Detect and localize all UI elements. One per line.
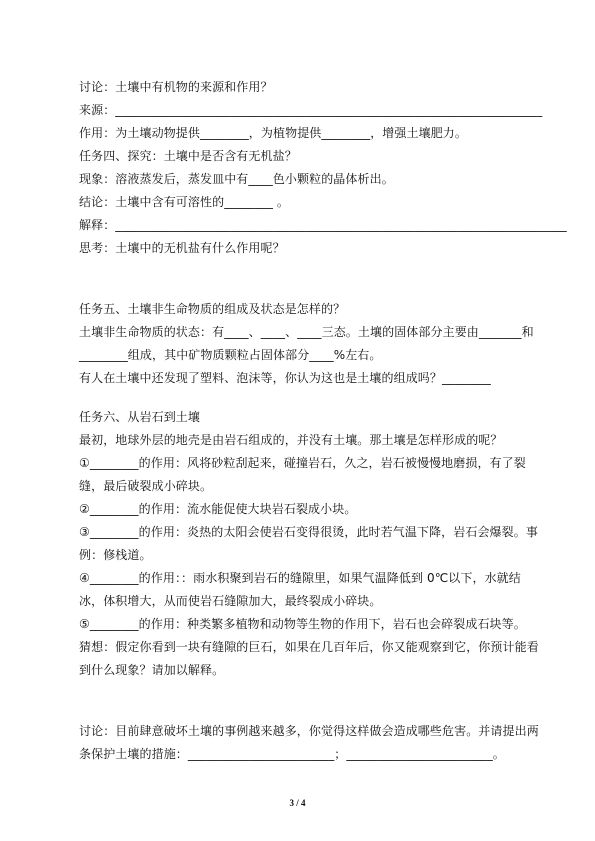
explanation-blank: 解释：__________________________________________________________________________ xyxy=(79,218,567,232)
task-five-heading: 任务五、土壤非生命物质的组成及状态是怎样的？ xyxy=(79,302,346,316)
discussion-protection: 讨论：目前肆意破坏土壤的事例越来越多，你觉得这样做会造成哪些危害。并请提出两 xyxy=(79,724,539,738)
weathering-item-2: ②________的作用：流水能促使大块岩石裂成小块。 xyxy=(79,502,357,516)
hypothesis-line: 猜想：假定你看到一块有缝隙的巨石，如果在几百年后，你又能观察到它，你预计能看 xyxy=(79,640,539,654)
weathering-item-1-cont: 缝，最后破裂成小碎块。 xyxy=(79,479,213,493)
weathering-item-5: ⑤________的作用：种类繁多植物和动物等生物的作用下，岩石也会碎裂成石块等。 xyxy=(79,617,526,631)
thinking-question: 思考：土壤中的无机盐有什么作用呢？ xyxy=(79,241,285,255)
nonliving-state-line: 土壤非生命物质的状态：有____、____、____三态。土壤的固体部分主要由_______和 xyxy=(79,325,534,339)
task-six-heading: 任务六、从岩石到土壤 xyxy=(79,410,201,424)
plastic-foam-question: 有人在土壤中还发现了塑料、泡沫等，你认为这也是土壤的组成吗？________ xyxy=(79,371,491,385)
weathering-item-1: ①________的作用：风将砂粒刮起来，碰撞岩石，久之，岩石被慢慢地磨损，有了裂 xyxy=(79,456,526,470)
nonliving-composition-line: ________组成，其中矿物质颗粒占固体部分____%左右。 xyxy=(79,348,382,362)
protection-measures-blank: 条保护土壤的措施：________________________；________________________。 xyxy=(79,747,505,761)
phenomenon-line: 现象：溶液蒸发后，蒸发皿中有____色小颗粒的晶体析出。 xyxy=(79,172,394,186)
weathering-item-3: ③________的作用：炎热的太阳会使岩石变得很烫，此时若气温下降，岩石会爆裂。事 xyxy=(79,525,538,539)
task-four-heading: 任务四、探究：土壤中是否含有无机盐？ xyxy=(79,149,297,163)
conclusion-line: 结论：土壤中含有可溶性的________ 。 xyxy=(79,195,290,209)
weathering-item-4-cont: 冰，体积增大，从而使岩石缝隙加大，最终裂成小碎块。 xyxy=(79,594,382,608)
weathering-item-4: ④________的作用：：雨水积聚到岩石的缝隙里，如果气温降低到 0℃以下，水就结 xyxy=(79,571,521,585)
task-six-intro: 最初，地球外层的地壳是由岩石组成的，并没有土壤。那土壤是怎样形成的呢？ xyxy=(79,433,503,447)
page-number: 3 / 4 xyxy=(289,798,306,808)
discussion-organic-question: 讨论：土壤中有机物的来源和作用？ xyxy=(79,80,273,94)
hypothesis-line-cont: 到什么现象？请加以解释。 xyxy=(79,663,225,677)
weathering-item-3-cont: 例：修栈道。 xyxy=(79,548,152,562)
organic-source-blank: 来源：______________________________________________________________________ xyxy=(79,103,543,117)
organic-function-line: 作用：为土壤动物提供________，为植物提供________，增强土壤肥力。 xyxy=(79,126,468,140)
